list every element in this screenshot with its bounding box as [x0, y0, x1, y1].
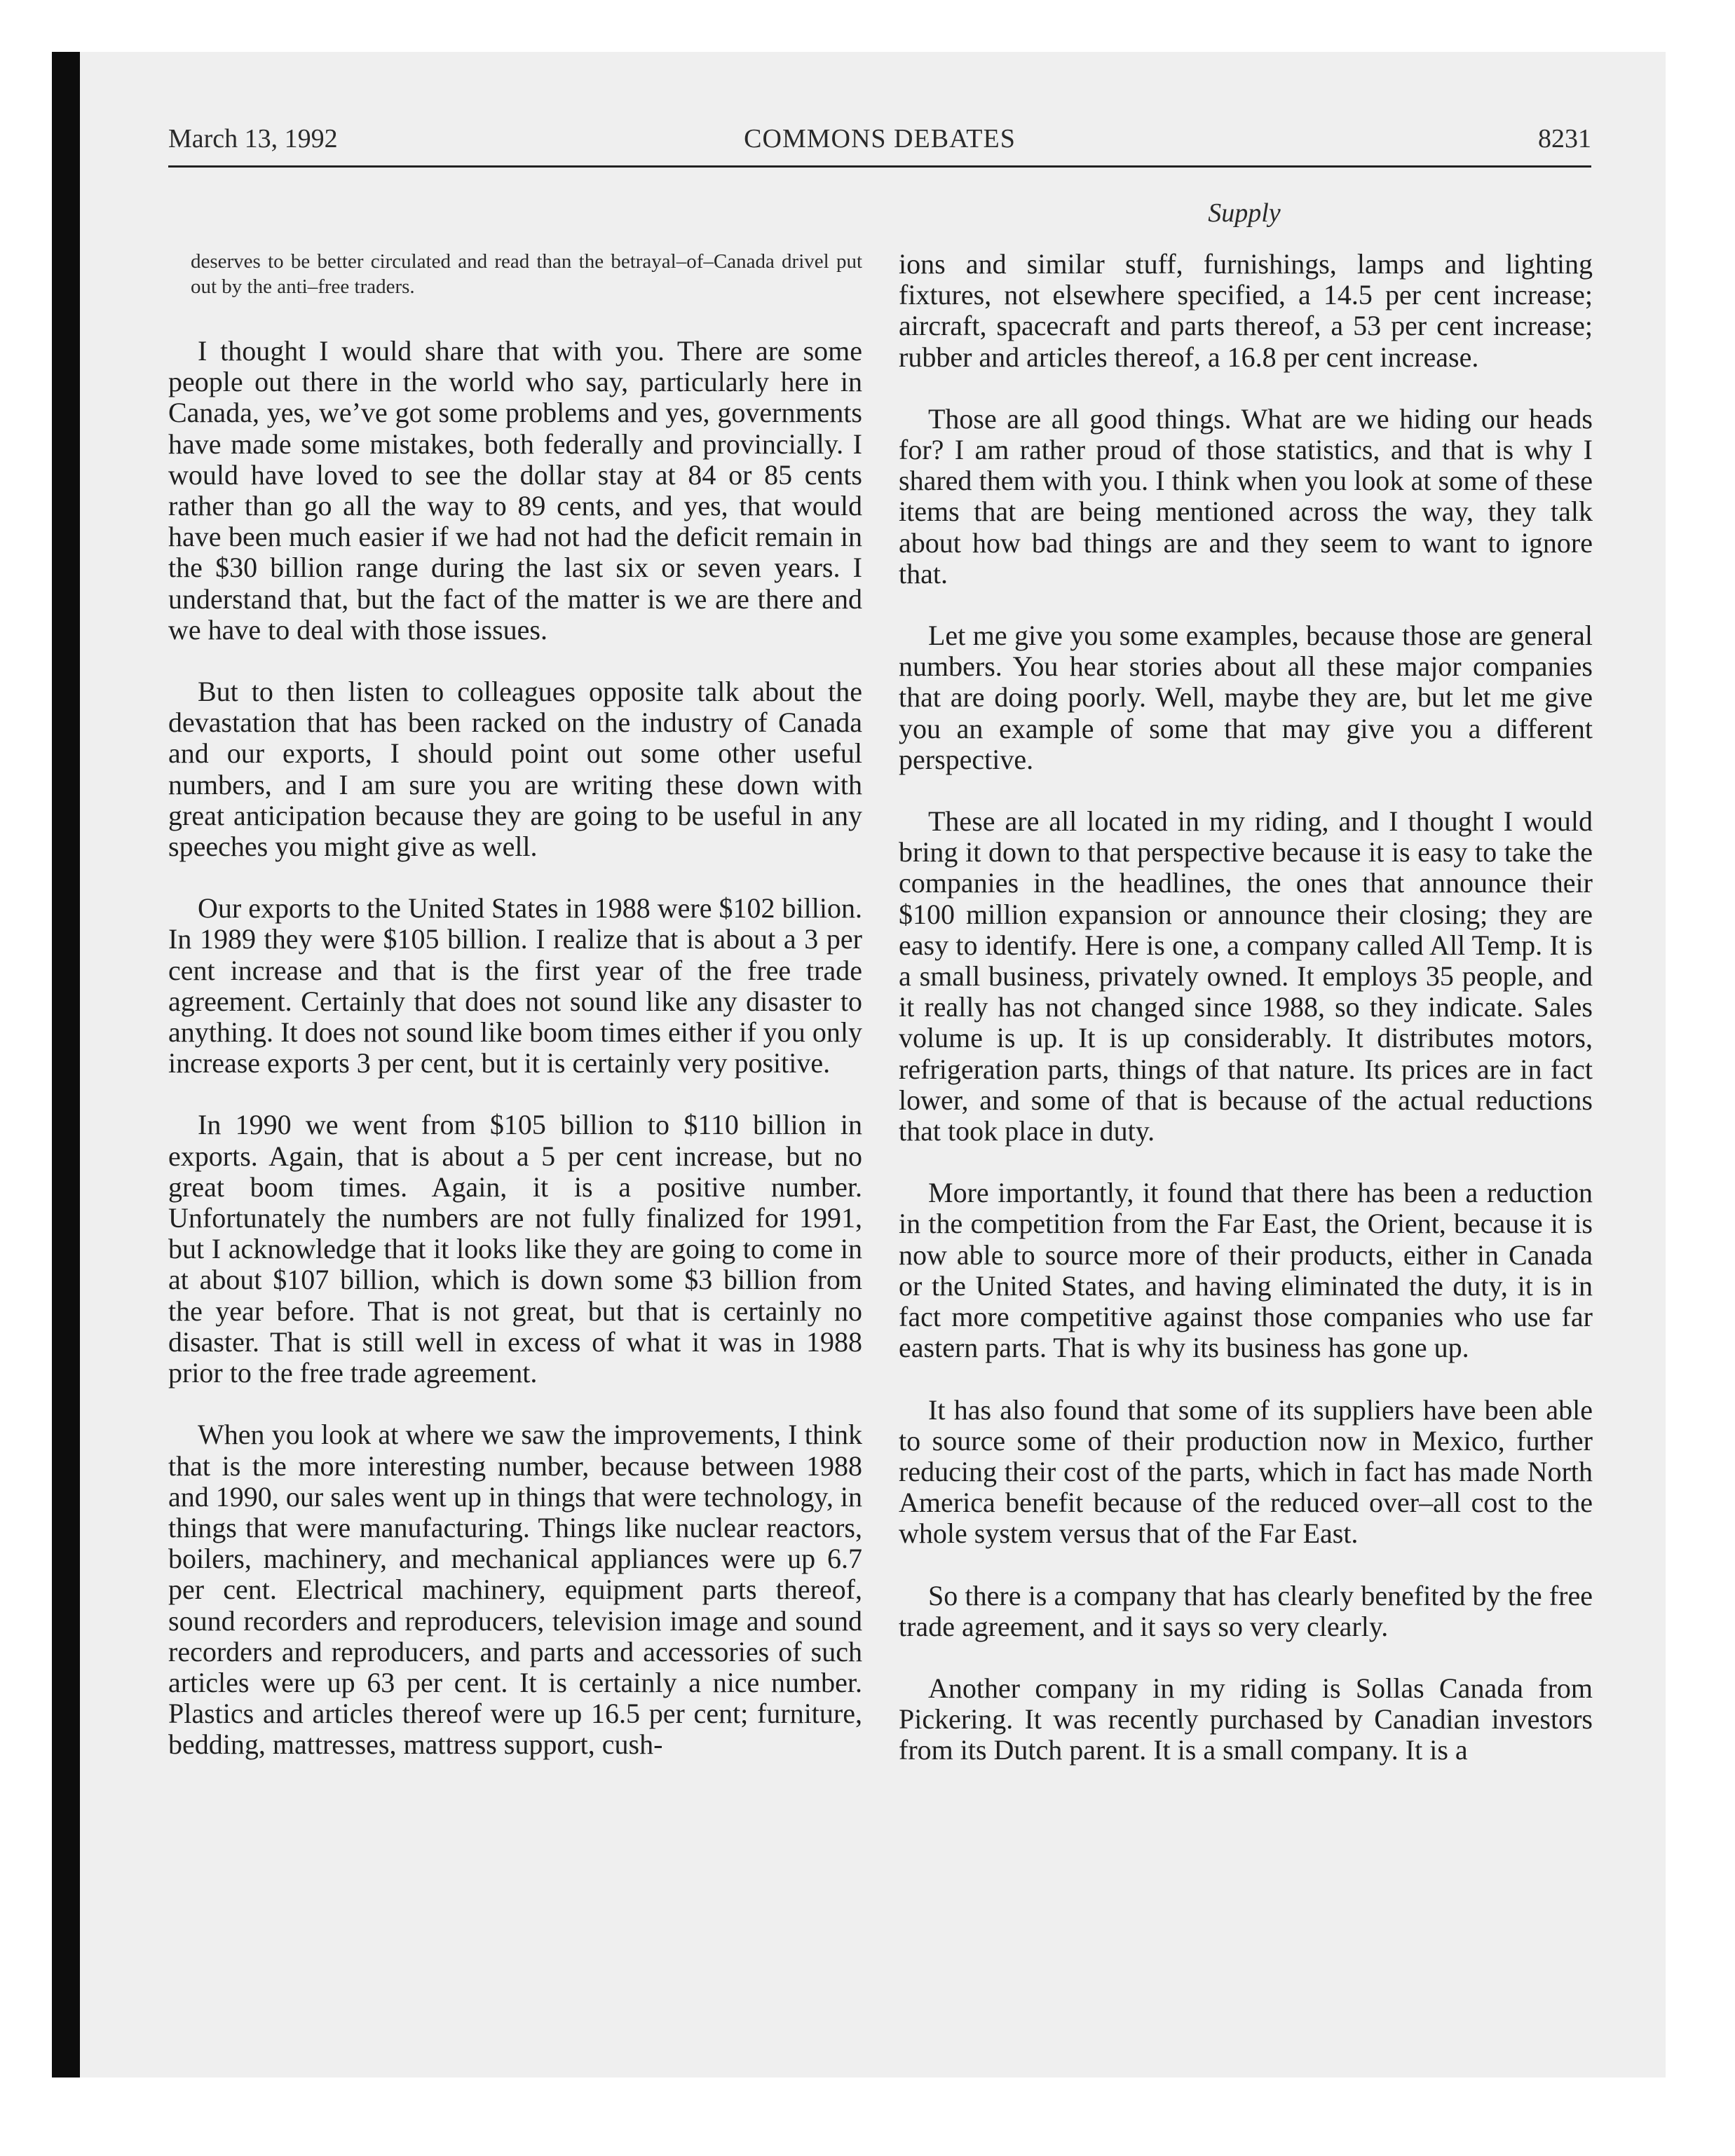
quoted-text: deserves to be better circulated and read than the betrayal–of–Canada drivel put out by the anti–free traders. — [191, 250, 862, 298]
right-column — [899, 249, 1593, 1797]
continued-paragraph: ions and similar stuff, furnishings, lamps and lighting fixtures, not elsewhere specified, a 14.5 per cent increase; aircraft, spacecraft and parts thereof, a 53 per cent increase; rubber and articles thereof, a 16.8 per cent increase. — [899, 248, 1593, 373]
paragraph: Our exports to the United States in 1988 were $102 billion. In 1989 they were $105 billion. I realize that is about a 3 per cent increase and that is the first year of the free trade agreement. Certainly that does not sound like any disaster to anything. It does not sound like boom times either if you only increase exports 3 per cent, but it is certainly very positive. — [168, 892, 862, 1079]
paragraph: So there is a company that has clearly benefited by the free trade agreement, and it says so very clearly. — [899, 1579, 1593, 1642]
paragraph: In 1990 we went from $105 billion to $110 billion in exports. Again, that is about a 5 per cent increase, but no great boom times. Again, it is a positive number. Unfortunately the numbers are not fully finalized for 1991, but I acknowledge that it looks like they are going to come in at about $107 billion, which is down some $3 billion from the year before. That is not great, but that is certainly no disaster. That is still well in excess of what it was in 1988 prior to the free trade agreement. — [168, 1109, 862, 1389]
running-head: Supply — [1208, 198, 1281, 228]
paragraph: More importantly, it found that there has been a reduction in the competition from the Far East, the Orient, because it is now able to source more of their products, either in Canada or the United States, and having eliminated the duty, it is in fact more competitive against those companies who use far eastern parts. That is why its business has gone up. — [899, 1177, 1593, 1364]
paragraph: When you look at where we saw the improvements, I think that is the more interesting number, because between 1988 and 1990, our sales went up in things that were technology, in things that were manufacturing. Things like nuclear reactors, boilers, machinery, and mechanical appliances were up 6.7 per cent. Electrical machinery, equipment parts thereof, sound recorders and reproducers, television image and sound recorders and reproducers, and parts and accessories of such articles were up 63 per cent. It is certainly a nice number. Plastics and articles thereof were up 16.5 per cent; furniture, bedding, mattresses, mattress support, cush- — [168, 1419, 862, 1761]
paragraph: Let me give you some examples, because those are general numbers. You hear stories about all these major companies that are doing poorly. Well, maybe they are, but let me give you an example of some that may give you a different perspective. — [899, 620, 1593, 775]
page-number: 8231 — [1538, 124, 1591, 153]
paragraph: I thought I would share that with you. There are some people out there in the world who say, particularly here in Canada, yes, we’ve got some problems and yes, governments have made some mistakes, both federally and provincially. I would have loved to see the dollar stay at 84 or 85 cents rather than go all the way to 89 cents, and yes, that would have been much easier if we had not had the deficit remain in the $30 billion range during the last six or seven years. I understand that, but the fact of the matter is we are there and we have to deal with those issues. — [168, 335, 862, 646]
page-header — [168, 119, 1591, 168]
header-title: COMMONS DEBATES — [744, 124, 1016, 153]
left-column — [168, 249, 862, 1792]
scan-binding-edge — [52, 52, 80, 2077]
page-margin — [0, 0, 52, 2156]
paragraph: Those are all good things. What are we hiding our heads for? I am rather proud of those statistics, and that is why I shared them with you. I think when you look at some of these items that are being mentioned across the way, they talk about how bad things are and they seem to want to ignore that. — [899, 402, 1593, 589]
paragraph: It has also found that some of its suppliers have been able to source some of their production now in Mexico, further reducing their cost of the parts, which in fact has made North America benefit because of the reduced over–all cost to the whole system versus that of the Far East. — [899, 1393, 1593, 1550]
paragraph: But to then listen to colleagues opposite talk about the devastation that has been racked on the industry of Canada and our exports, I should point out some other useful numbers, and I am sure you are writing these down with great anticipation because they are going to be useful in any speeches you might give as well. — [168, 676, 862, 863]
paragraph: Another company in my riding is Sollas Canada from Pickering. It was recently purchased by Canadian investors from its Dutch parent. It is a small company. It is a — [899, 1672, 1593, 1766]
header-date: March 13, 1992 — [168, 124, 338, 153]
paragraph: These are all located in my riding, and I thought I would bring it down to that perspective because it is easy to take the companies in the headlines, the ones that announce their $100 million expansion or announce their closing; they are easy to identify. Here is one, a company called All Temp. It is a small business, privately owned. It employs 35 people, and it really has not changed since 1988, so they indicate. Sales volume is up. It is up considerably. It distributes motors, refrigeration parts, things of that nature. Its prices are in fact lower, and some of that is because of the actual reductions that took place in duty. — [899, 805, 1593, 1147]
